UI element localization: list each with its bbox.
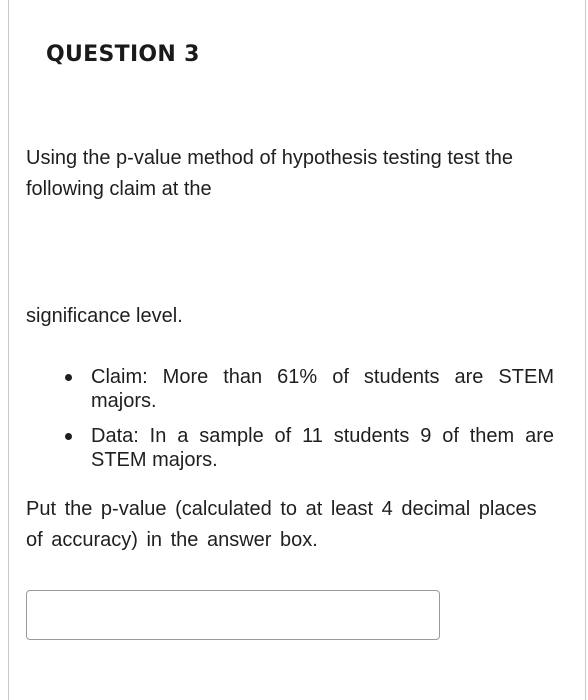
question-title: QUESTION 3 bbox=[46, 42, 200, 67]
panel-right-border bbox=[585, 0, 586, 700]
instruction-text: Put the p-value (calculated to at least 4 decimal places of accuracy) in the answer box. bbox=[26, 498, 537, 551]
list-item-data bbox=[60, 424, 554, 472]
claim-text: Claim: More than 61% of students are STEM majors. bbox=[91, 366, 554, 412]
answer-input[interactable] bbox=[26, 590, 440, 640]
bullet-icon bbox=[65, 374, 72, 381]
bullet-icon bbox=[65, 433, 72, 440]
significance-level-text: significance level. bbox=[26, 305, 183, 327]
data-text: Data: In a sample of 11 students 9 of them are STEM majors. bbox=[91, 425, 554, 471]
panel-left-border bbox=[8, 0, 9, 700]
question-intro-text: Using the p-value method of hypothesis testing test the following claim at the bbox=[26, 147, 513, 200]
list-item-claim bbox=[60, 365, 554, 413]
question-bullet-list bbox=[60, 365, 554, 483]
